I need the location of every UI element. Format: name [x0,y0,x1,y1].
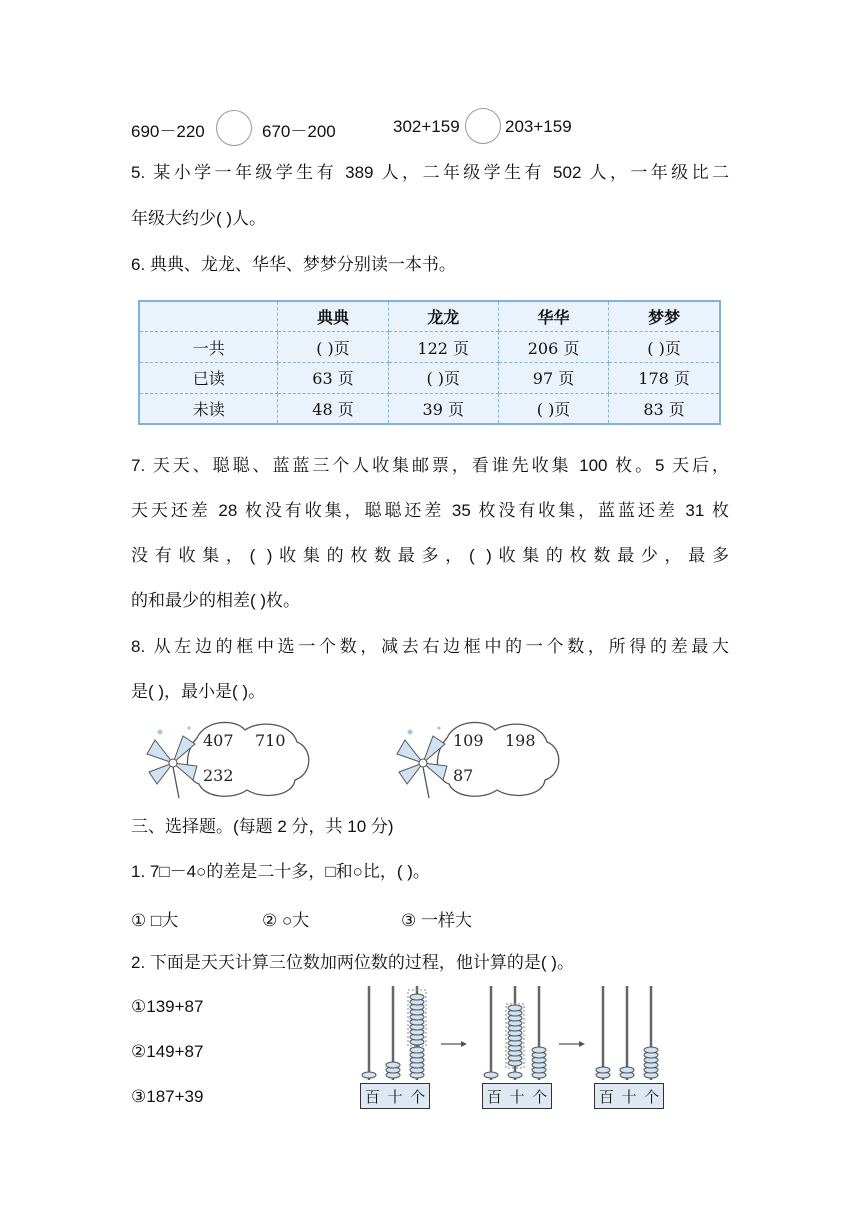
arrow-right-icon [559,1041,585,1047]
abacus-icon [362,986,426,1080]
mc2-option-2[interactable]: ②149+87 [131,1042,204,1061]
table-cell: 97 页 [498,362,608,393]
table-header-row [140,302,719,332]
table-cell: 83 页 [643,399,685,419]
q7-line-1: 7. 天天、聪聪、蓝蓝三个人收集邮票，看谁先收集 100 枚。5 天后， [131,456,729,475]
abacus-icon [484,986,546,1080]
q7-line-2: 天天还差 28 枚没有收集，聪聪还差 35 枚没有收集，蓝蓝还差 31 枚 [131,501,729,520]
abacus-icon [596,986,658,1080]
table-header-cell: 华华 [498,302,608,332]
mc1-option-2[interactable]: ② ○大 [262,911,310,930]
cloud-number: 710 [255,731,286,750]
table-row-label: 未读 [140,393,278,423]
table-header-cell: 典典 [278,302,388,332]
table-row-label: 已读 [140,362,278,393]
section-3-title: 三、选择题。(每题 2 分，共 10 分) [131,817,394,836]
table-cell[interactable]: ( )页 [278,332,388,363]
cloud-number: 232 [203,766,234,785]
place-value-label: 百 [486,1088,502,1106]
q6-text: 6. 典典、龙龙、华华、梦梦分别读一本书。 [131,255,456,274]
abacus-sequence-illustration [355,982,665,1082]
table-cell: 178 页 [609,362,719,393]
table-cell: 122 页 [388,332,498,363]
table-row [140,332,719,363]
mc1-option-3[interactable]: ③ 一样大 [401,911,472,930]
mc2-question: 2. 下面是天天计算三位数加两位数的过程，他计算的是( )。 [131,953,574,972]
cloud-number: 87 [453,766,474,785]
table-row-label: 一共 [140,332,278,363]
table-cell: 63 页 [278,362,388,393]
q5-line-2: 年级大约少( )人。 [131,209,267,228]
table-header-cell [140,302,278,332]
table-header-cell: 龙龙 [388,302,498,332]
place-value-label: 百 [364,1088,380,1106]
place-value-label: 个 [532,1088,548,1106]
mc2-option-3[interactable]: ③187+39 [131,1087,204,1106]
place-value-label: 十 [387,1088,403,1106]
mc1-option-1[interactable]: ① □大 [131,911,179,930]
abacus-label-box [594,1083,664,1109]
compare-expression-3: 302+159 [393,117,460,136]
compare-expression-2: 670－200 [262,122,336,141]
table-cell[interactable]: ( )页 [498,393,608,423]
abacus-label-box [482,1083,552,1109]
q7-line-3: 没有收集，( )收集的枚数最多，( )收集的枚数最少，最多 [131,546,729,565]
place-value-label: 个 [644,1088,660,1106]
mc2-option-1[interactable]: ①139+87 [131,997,204,1016]
cloud-number: 198 [505,731,536,750]
table-header-cell: 梦梦 [609,302,719,332]
table-cell[interactable]: ( )页 [388,362,498,393]
cloud-number: 109 [453,731,484,750]
q8-line-1: 8. 从左边的框中选一个数，减去右边框中的一个数，所得的差最大 [131,637,729,656]
table-row [140,393,719,423]
compare-circle-blank-2[interactable] [465,108,501,144]
cloud-number: 407 [203,731,234,750]
mc1-question: 1. 7□－4○的差是二十多，□和○比，( )。 [131,862,430,881]
table-row [140,362,719,393]
compare-expression-1: 690－220 [131,122,205,141]
q8-line-2: 是( )，最小是( )。 [131,682,266,701]
abacus-label-box [360,1083,430,1109]
table-cell: 39 页 [388,393,498,423]
place-value-label: 十 [621,1088,637,1106]
place-value-label: 百 [598,1088,614,1106]
arrow-right-icon [441,1041,467,1047]
reading-table [138,300,721,425]
place-value-label: 十 [509,1088,525,1106]
table-cell[interactable]: ( )页 [609,332,719,363]
q5-line-1: 5. 某小学一年级学生有 389 人，二年级学生有 502 人，一年级比二 [131,163,729,182]
place-value-label: 个 [410,1088,426,1106]
compare-circle-blank-1[interactable] [216,110,252,146]
table-cell: 206 页 [498,332,608,363]
compare-expression-4: 203+159 [505,117,572,136]
q7-line-4: 的和最少的相差( )枚。 [131,591,301,610]
table-cell: 48 页 [278,393,388,423]
